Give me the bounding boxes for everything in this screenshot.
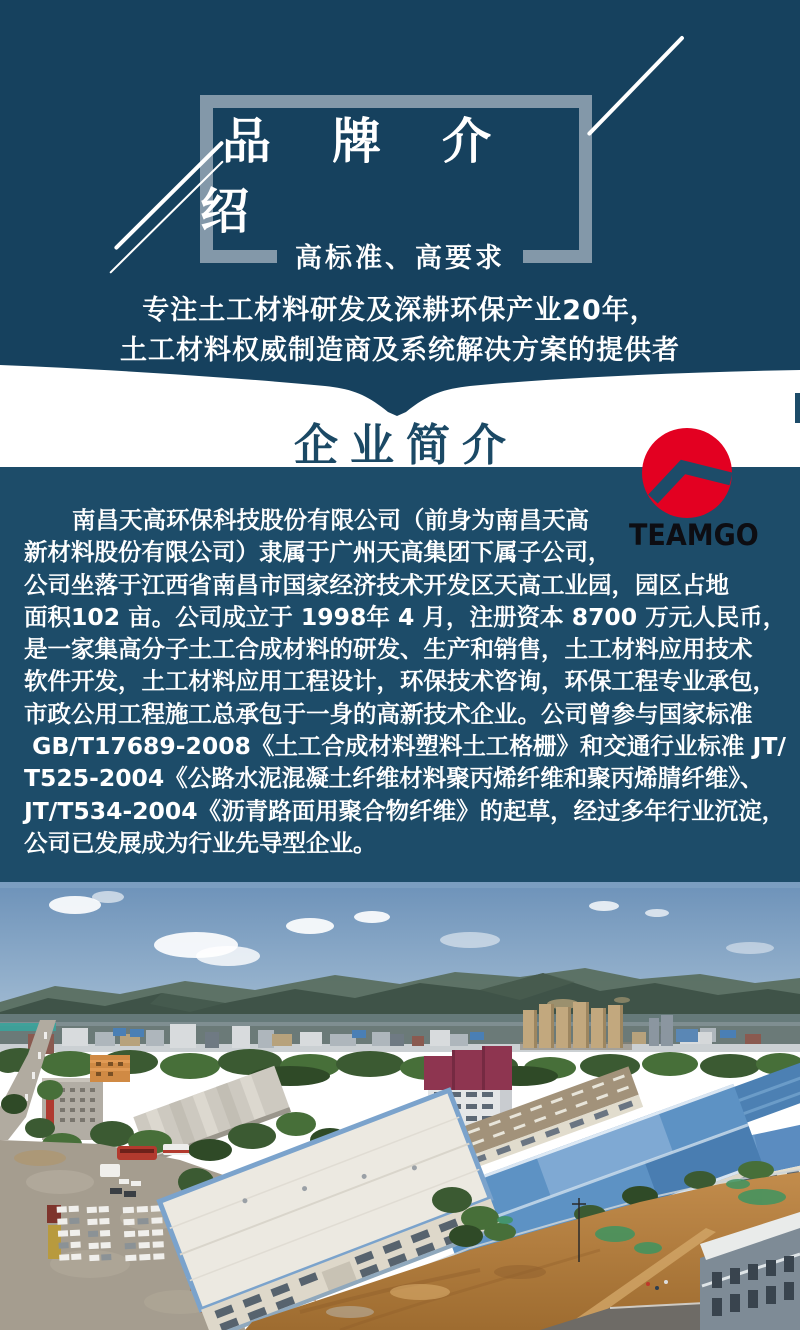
brand-title: 品 牌 介 绍: [200, 112, 514, 240]
paragraph-line: 公司坐落于江西省南昌市国家经济技术开发区天高工业园，园区占地: [24, 570, 729, 599]
profile-paragraph: [24, 504, 794, 859]
teamgo-logo: [641, 427, 733, 519]
factory-aerial-photo: [0, 882, 800, 1330]
slogan-line-2: 土工材料权威制造商及系统解决方案的提供者: [120, 335, 680, 366]
paragraph-line: 是一家集高分子土工合成材料的研发、生产和销售，土工材料应用技术: [24, 635, 753, 664]
paragraph-line: 公司已发展成为行业先导型企业。: [24, 828, 377, 857]
orange-building: [90, 1055, 130, 1082]
paragraph-line: 市政公用工程施工总承包于一身的高新技术企业。公司曾参与国家标准: [24, 699, 753, 728]
profile-heading: 企业简介: [294, 420, 518, 471]
paragraph-line: T525-2004《公路水泥混凝土纤维材料聚丙烯纤维和聚丙烯腈纤维》、: [24, 764, 764, 793]
teamgo-logo-text: TEAMGO: [629, 518, 759, 553]
teamgo-logo-mark-icon: [641, 427, 733, 519]
paragraph-line: JT/T534-2004《沥青路面用聚合物纤维》的起草，经过多年行业沉淀，: [24, 796, 786, 825]
paragraph-line: 南昌天高环保科技股份有限公司（前身为南昌天高: [72, 506, 589, 534]
paragraph-line: 面积102 亩。公司成立于 1998年 4 月，注册资本 8700 万元人民币，: [24, 602, 787, 631]
slogan-line-1: 专注土工材料研发及深耕环保产业20年，: [142, 295, 658, 326]
brand-subtitle: 高标准、高要求: [277, 234, 523, 277]
right-edge-decoration: [795, 393, 800, 423]
paragraph-line: 新材料股份有限公司）隶属于广州天高集团下属子公司，: [24, 538, 612, 567]
paragraph-line: GB/T17689-2008《土工合成材料塑料土工格栅》和交通行业标准 JT/: [24, 732, 786, 761]
diagonal-line-top-right: [587, 35, 685, 136]
paragraph-line: 软件开发，土工材料应用工程设计，环保技术咨询，环保工程专业承包，: [24, 667, 776, 696]
